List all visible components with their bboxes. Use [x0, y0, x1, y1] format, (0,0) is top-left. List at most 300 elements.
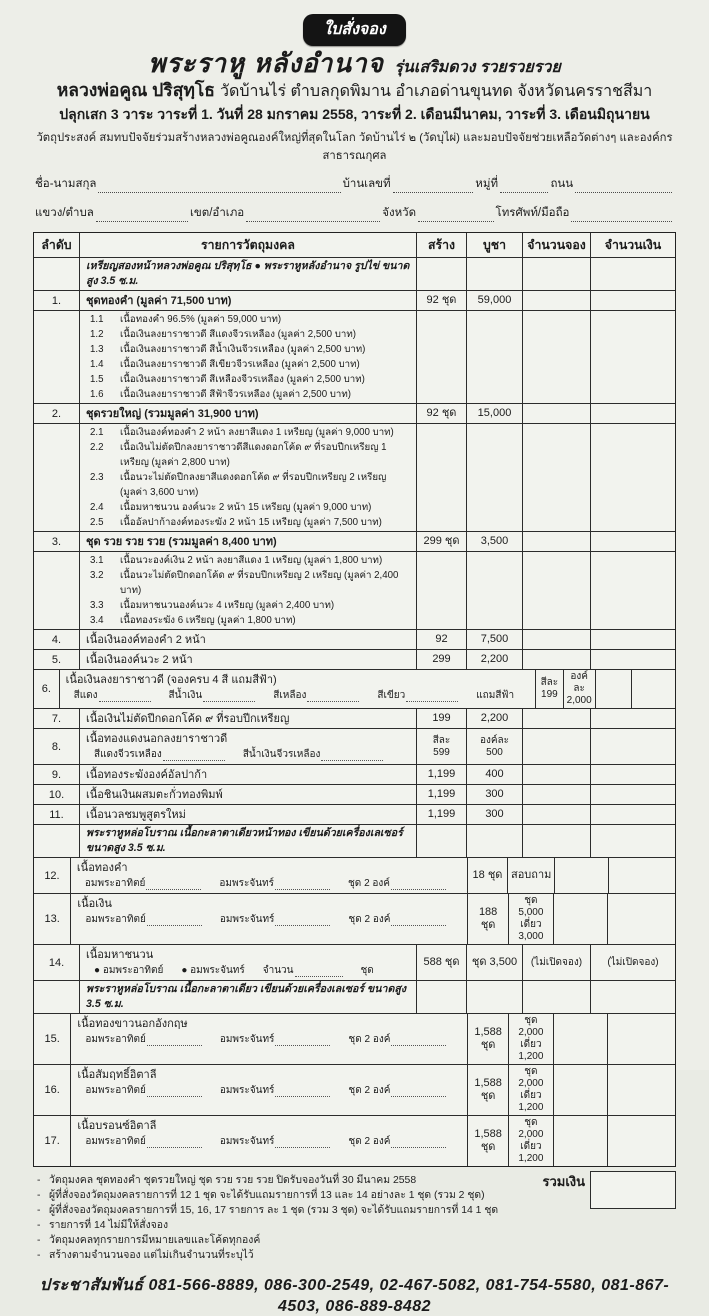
detail-label: ชุด 2 องค์	[348, 1034, 391, 1046]
empty-cell	[523, 552, 591, 629]
note-dash: -	[37, 1175, 41, 1187]
table-row	[34, 1014, 675, 1065]
amount-cell	[608, 894, 675, 944]
made-count-cell-text: 1,588 ชุด	[474, 1077, 502, 1103]
row-number-cell	[34, 311, 80, 403]
section-subheader-cell	[80, 258, 417, 290]
temple-location: วัดบ้านไร่ ตำบลกุดพิมาน อำเภอด่านขุนทด จังหวัดนครราชสีมา	[220, 82, 653, 100]
field-label-province: จังหวัด	[382, 207, 417, 220]
note-text: รายการที่ 14 ไม่มีให้สั่งจอง	[49, 1220, 169, 1232]
table-row	[34, 709, 675, 729]
item-name: เนื้อเงินองค์นวะ 2 หน้า	[86, 654, 193, 667]
order-count-cell	[523, 785, 591, 804]
price-cell-text: สอบถาม	[510, 869, 552, 882]
price-cell	[467, 805, 523, 824]
detail-label: สีแดงจีวรเหลือง	[94, 749, 162, 761]
order-count-cell	[523, 765, 591, 784]
amount-cell	[591, 785, 675, 804]
amount-cell	[591, 765, 675, 784]
empty-cell	[591, 424, 675, 531]
field-label-road: ถนน	[550, 178, 574, 191]
made-count-cell	[417, 532, 467, 551]
sub-item-line	[80, 500, 371, 515]
detail-segment	[85, 1084, 202, 1097]
note-dash: -	[37, 1250, 41, 1262]
row-number: 11.	[49, 808, 64, 821]
empty-cell	[523, 981, 591, 1013]
sub-item-text: เนื้อทองคำ 96.5% (มูลค่า 59,000 บาท)	[120, 314, 282, 326]
section-subheader-text: พระราหูหล่อโบราณ เนื้อกะลาตาเดียวหน้าทอง เขียนด้วยเครื่องเลเซอร์ ขนาดสูง 3.5 ซ.ม.	[86, 827, 403, 855]
empty-cell	[523, 258, 591, 290]
sub-item-number: 3.4	[90, 615, 104, 627]
detail-label: อมพระจันทร์	[219, 1136, 275, 1148]
detail-segment	[348, 1084, 446, 1097]
dotted-line	[275, 880, 330, 890]
order-count-cell	[523, 532, 591, 551]
empty-cell	[467, 825, 523, 857]
footer-area	[33, 1171, 676, 1263]
sub-item-line	[80, 470, 413, 500]
amount-cell	[608, 1014, 675, 1064]
order-count-cell	[523, 945, 591, 980]
detail-label: แถมสีฟ้า	[476, 690, 515, 702]
note-item	[37, 1233, 534, 1248]
note-text: ผู้ที่สั่งจองวัตถุมงคลรายการที่ 12 1 ชุด จะได้รับแถมรายการที่ 13 และ 14 อย่างละ 1 ชุด (รวม 2 ชุด)	[49, 1190, 485, 1202]
section-subheader-row	[34, 981, 675, 1014]
sub-item-number: 3.2	[90, 570, 104, 582]
sub-item-text: เนื้อเงินลงยาราชาวดี สีเขียวจีวรเหลือง (มูลค่า 2,500 บาท)	[120, 359, 360, 371]
item-detail-line	[85, 1084, 464, 1097]
row-number-cell	[34, 709, 80, 728]
sub-item-text: เนื้อเงินองค์ทองคำ 2 หน้า ลงยาสีแดง 1 เหรียญ (มูลค่า 9,000 บาท)	[120, 427, 394, 439]
detail-segment	[361, 964, 374, 977]
section-subheader-text: พระราหูหล่อโบราณ เนื้อกะลาตาเดียว เขียนด้วยเครื่องเลเซอร์ ขนาดสูง 3.5 ซ.ม.	[86, 983, 406, 1011]
empty-cell	[523, 311, 591, 403]
row-number-cell	[34, 552, 80, 629]
table-row	[34, 945, 675, 981]
order-count-cell	[523, 650, 591, 669]
price-cell	[467, 404, 523, 423]
row-number-cell	[34, 825, 80, 857]
consecration-line: ปลุกเสก 3 วาระ วาระที่ 1. วันที่ 28 มกราคม 2558, วาระที่ 2. เดือนมีนาคม, วาระที่ 3. เดือนมิถุนายน	[59, 106, 650, 123]
sub-item-line	[80, 440, 413, 470]
dotted-line	[146, 880, 201, 890]
amount-cell	[609, 858, 675, 893]
item-cell	[80, 945, 417, 980]
order-count-cell	[523, 404, 591, 423]
price-cell-line: เดี่ยว 1,200	[518, 1141, 544, 1165]
item-name: เนื้อเงินไม่ตัดปีกดอกโค้ด ๙ ที่รอบปีกเหรียญ	[86, 713, 290, 726]
empty-cell	[591, 825, 675, 857]
row-number: 16.	[44, 1084, 60, 1097]
amount-cell	[591, 709, 675, 728]
price-cell-line: 2,000	[566, 695, 592, 707]
dotted-line-phone	[571, 210, 672, 222]
table-row	[34, 532, 675, 552]
row-number: 1.	[51, 294, 62, 307]
row-number-cell	[34, 258, 80, 290]
row-number: 12.	[44, 869, 60, 882]
item-name: ชุด รวย รวย รวย (รวมมูลค่า 8,400 บาท)	[86, 536, 277, 549]
empty-cell	[417, 552, 467, 629]
item-cell	[80, 785, 417, 804]
empty-cell	[417, 981, 467, 1013]
sub-item-text: เนื้อมหาชนวนองค์นวะ 4 เหรียญ (มูลค่า 2,400 บาท)	[120, 600, 335, 612]
row-number-cell	[34, 532, 80, 551]
price-cell	[508, 858, 555, 893]
sub-item-line	[80, 327, 356, 342]
row-number: 8.	[51, 740, 62, 753]
detail-segment	[85, 1033, 202, 1046]
dotted-line	[147, 1138, 202, 1148]
sub-item-number: 3.3	[90, 600, 104, 612]
table-row	[34, 650, 675, 670]
row-number-cell	[34, 981, 80, 1013]
dotted-line-house-no	[393, 181, 474, 193]
row-number-cell	[34, 670, 60, 708]
detail-label: อมพระจันทร์	[219, 878, 275, 890]
page-title	[33, 49, 676, 79]
dotted-line	[147, 1036, 202, 1046]
price-cell-text: 300	[485, 808, 504, 821]
order-count-cell-text: (ไม่เปิดจอง)	[530, 957, 583, 969]
table-row	[34, 1065, 675, 1116]
row-number-cell	[34, 945, 80, 980]
made-count-cell	[417, 765, 467, 784]
price-cell-text: 7,500	[480, 633, 509, 646]
field-label-name-surname: ชื่อ-นามสกุล	[35, 178, 97, 191]
sub-item-number: 2.5	[90, 517, 104, 529]
item-cell	[71, 1065, 468, 1115]
made-count-cell-text: 18 ชุด	[472, 869, 503, 882]
order-count-cell	[554, 1014, 608, 1064]
sub-item-number: 2.3	[90, 472, 104, 484]
made-count-cell-line: 199	[541, 689, 558, 701]
made-count-cell-text: 1,199	[427, 788, 456, 801]
table-row	[34, 670, 675, 709]
detail-segment	[220, 913, 331, 926]
detail-segment	[181, 964, 244, 977]
made-count-cell	[536, 670, 564, 708]
detail-segment	[243, 748, 384, 761]
dotted-line	[391, 1036, 446, 1046]
total-area	[542, 1171, 676, 1209]
title-edition: รุ่นเสริมดวง รวยรวยรวย	[394, 59, 561, 76]
detail-label: ชุด	[360, 965, 374, 977]
item-cell	[80, 532, 417, 551]
sub-item-number: 1.4	[90, 359, 104, 371]
item-name: เนื้อมหาชนวน	[86, 949, 154, 962]
sub-item-line	[80, 553, 382, 568]
price-cell-text: 2,200	[480, 712, 509, 725]
price-cell-line: ชุด 2,000	[518, 1015, 544, 1039]
item-detail-line	[74, 689, 533, 702]
row-number: 14.	[48, 956, 65, 969]
amount-cell	[608, 1065, 675, 1115]
amount-cell	[591, 729, 675, 764]
sub-item-line	[80, 613, 296, 628]
detail-label: อมพระอาทิตย์	[85, 1034, 146, 1046]
made-count-cell-text: 188 ชุด	[478, 906, 498, 932]
dotted-line-district	[246, 210, 380, 222]
item-cell	[80, 805, 417, 824]
made-count-cell	[417, 630, 467, 649]
order-count-cell	[523, 805, 591, 824]
item-detail-line	[85, 1135, 464, 1148]
item-name: ชุดรวยใหญ่ (รวมมูลค่า 31,900 บาท)	[86, 408, 259, 421]
price-cell	[509, 894, 554, 944]
table-row	[34, 858, 675, 894]
dotted-line-road	[575, 181, 672, 193]
note-item	[37, 1188, 534, 1203]
row-number: 2.	[51, 407, 62, 420]
dotted-line	[203, 692, 255, 702]
order-count-cell	[554, 1065, 608, 1115]
dotted-line	[391, 880, 446, 890]
detail-segment	[263, 964, 343, 977]
table-row	[34, 630, 675, 650]
form-line-2	[33, 204, 676, 222]
total-amount-box	[590, 1171, 676, 1209]
detail-segment	[94, 964, 163, 977]
sub-item-number: 2.1	[90, 427, 104, 439]
table-row	[34, 785, 675, 805]
detail-segment	[348, 877, 446, 890]
sub-items-cell	[80, 311, 417, 403]
detail-label: สีเหลือง	[273, 690, 307, 702]
item-cell	[80, 404, 417, 423]
sub-item-text: เนื้อเงินลงยาราชาวดี สีน้ำเงินจีวรเหลือง (มูลค่า 2,500 บาท)	[120, 344, 366, 356]
made-count-cell-text: 92 ชุด	[426, 294, 457, 307]
sub-item-text: เนื้อนวะไม่ตัดปีกลงยาสีแดงดอกโค้ด ๙ ที่รอบปีกเหรียญ 2 เหรียญ (มูลค่า 3,600 บาท)	[120, 472, 387, 499]
row-number-cell	[34, 404, 80, 423]
item-cell	[80, 291, 417, 310]
table-row	[34, 1116, 675, 1166]
detail-segment	[169, 689, 256, 702]
table-row	[34, 765, 675, 785]
made-count-cell-text: 1,199	[427, 808, 456, 821]
item-name: ชุดทองคำ (มูลค่า 71,500 บาท)	[86, 295, 232, 308]
sub-item-line	[80, 515, 382, 530]
item-cell	[80, 650, 417, 669]
price-cell-line: องค์ละ	[570, 671, 588, 695]
form-line-1	[33, 175, 676, 193]
sub-item-text: เนื้ออัลปาก้าองค์ทองระฆัง 2 หน้า 15 เหรียญ (มูลค่า 7,500 บาท)	[120, 517, 382, 529]
made-count-cell-line: สีละ	[432, 734, 451, 746]
made-count-cell-line: สีละ	[540, 677, 559, 689]
sub-item-number: 3.1	[90, 555, 104, 567]
empty-cell	[467, 981, 523, 1013]
item-name: เนื้อเงินองค์ทองคำ 2 หน้า	[86, 634, 206, 647]
item-detail-line	[94, 964, 392, 977]
sub-item-text: เนื้อทองระฆัง 6 เหรียญ (มูลค่า 1,800 บาท)	[120, 615, 296, 627]
detail-segment	[220, 1135, 331, 1148]
row-number-cell	[34, 729, 80, 764]
item-cell	[71, 1116, 468, 1166]
table-row	[34, 729, 675, 765]
sub-item-number: 2.4	[90, 502, 104, 514]
price-cell-line: องค์ละ	[479, 734, 510, 746]
note-item	[37, 1203, 534, 1218]
amount-cell-text: (ไม่เปิดจอง)	[607, 957, 659, 969]
detail-label: ● อมพระอาทิตย์	[94, 965, 164, 977]
detail-label: อมพระอาทิตย์	[85, 1085, 146, 1097]
price-cell-text: 15,000	[477, 407, 512, 420]
section-subheader-row	[34, 825, 675, 858]
empty-cell	[591, 981, 675, 1013]
row-number: 17.	[44, 1135, 60, 1148]
amount-cell	[632, 670, 675, 708]
price-cell-text: 300	[485, 788, 504, 801]
sub-items-cell	[80, 552, 417, 629]
sub-items-row	[34, 552, 675, 630]
sub-item-line	[80, 312, 281, 327]
row-number: 13.	[44, 913, 60, 926]
row-number-cell	[34, 1014, 71, 1064]
sub-item-text: เนื้อเงินลงยาราชาวดี สีฟ้าจีวรเหลือง (มูลค่า 2,500 บาท)	[120, 389, 351, 401]
item-name: เนื้อทองแดงนอกลงยาราชาวดี	[86, 733, 228, 746]
sub-items-row	[34, 424, 675, 532]
item-cell	[71, 1014, 468, 1064]
amount-cell	[591, 532, 675, 551]
field-label-phone: โทรศัพท์/มือถือ	[495, 207, 570, 220]
note-text: วัตถุมงคลทุกรายการมีหมายเลขและโค้ดทุกองค์	[49, 1235, 261, 1247]
amount-cell	[591, 404, 675, 423]
dotted-line	[391, 1138, 446, 1148]
detail-segment	[220, 1033, 331, 1046]
made-count-cell-text: 588 ชุด	[423, 956, 460, 969]
dotted-line	[147, 916, 202, 926]
empty-cell	[591, 311, 675, 403]
item-cell	[80, 630, 417, 649]
price-cell-text: 3,500	[480, 535, 509, 548]
empty-cell	[467, 552, 523, 629]
note-dash: -	[37, 1190, 41, 1202]
item-cell	[80, 729, 417, 764]
made-count-cell	[417, 404, 467, 423]
row-number-cell	[34, 630, 80, 649]
amount-cell	[591, 630, 675, 649]
order-form-badge: ใบสั่งจอง	[303, 14, 405, 46]
price-cell-text: 400	[485, 768, 504, 781]
detail-label: อมพระอาทิตย์	[85, 914, 146, 926]
table-row	[34, 805, 675, 825]
table-row	[34, 894, 675, 945]
table-row	[34, 404, 675, 424]
amount-cell	[608, 1116, 675, 1166]
order-count-cell	[596, 670, 632, 708]
sub-item-number: 1.6	[90, 389, 104, 401]
detail-label: สีน้ำเงินจีวรเหลือง	[242, 749, 321, 761]
item-cell	[71, 894, 468, 944]
price-cell	[564, 670, 596, 708]
field-label-house-no: บ้านเลขที่	[342, 178, 391, 191]
purpose-line: วัตถุประสงค์ สมทบปัจจัยร่วมสร้างหลวงพ่อคูณองค์ใหญ่ที่สุดในโลก วัดบ้านไร่ ๒ (วัดบุไผ่) และมอบปัจจัยช่วยเหลือวัดต่างๆ และองค์กรสาธารณกุศล	[36, 132, 673, 163]
made-count-cell	[417, 291, 467, 310]
item-detail-line	[94, 748, 401, 761]
detail-segment	[85, 877, 202, 890]
item-name: เนื้อบรอนซ์อิตาลี	[77, 1120, 157, 1133]
notes-list	[37, 1171, 534, 1263]
price-cell-line: ชุด 5,000	[518, 895, 544, 919]
made-count-cell	[417, 650, 467, 669]
price-cell	[467, 291, 523, 310]
field-label-moo: หมู่ที่	[475, 178, 499, 191]
column-header: จำนวนจอง	[523, 233, 591, 257]
sub-item-number: 1.2	[90, 329, 104, 341]
sub-item-line	[80, 598, 334, 613]
price-cell	[467, 630, 523, 649]
detail-segment	[377, 689, 458, 702]
detail-label: สีแดง	[73, 690, 98, 702]
note-dash: -	[37, 1220, 41, 1232]
price-cell-line: เดี่ยว 3,000	[518, 919, 544, 943]
made-count-cell	[468, 858, 508, 893]
amount-cell	[591, 945, 675, 980]
detail-segment	[348, 1135, 446, 1148]
dotted-line	[275, 1087, 330, 1097]
detail-label: ชุด 2 องค์	[348, 878, 390, 890]
sub-item-line	[80, 372, 365, 387]
empty-cell	[467, 424, 523, 531]
order-count-cell	[523, 709, 591, 728]
column-header: บูชา	[467, 233, 523, 257]
row-number: 4.	[51, 633, 62, 646]
row-number-cell	[34, 424, 80, 531]
row-number-cell	[34, 1116, 71, 1166]
row-number-cell	[34, 291, 80, 310]
made-count-cell	[417, 729, 467, 764]
dotted-line	[275, 916, 330, 926]
row-number: 9.	[51, 768, 62, 781]
made-count-cell-text: 1,199	[427, 768, 456, 781]
item-cell	[71, 858, 468, 893]
row-number-cell	[34, 650, 80, 669]
section-subheader-cell	[80, 981, 417, 1013]
contact-phone-line: ประชาสัมพันธ์ 081-566-8889, 086-300-2549, 02-467-5082, 081-754-5580, 081-867-4503, 086-889-8482	[39, 1277, 670, 1316]
made-count-cell	[468, 1116, 508, 1166]
detail-segment	[348, 913, 446, 926]
sub-item-line	[80, 342, 365, 357]
dotted-line	[295, 967, 343, 977]
sub-item-text: เนื้อเงินไม่ตัดปีกลงยาราชาวดีสีแดงดอกโค้ด ๙ ที่รอบปีกเหรียญ 1 เหรียญ (มูลค่า 2,800 บาท)	[120, 442, 387, 469]
item-name: เนื้อเงิน	[77, 898, 112, 911]
sub-item-number: 1.5	[90, 374, 104, 386]
monk-name: หลวงพ่อคูณ ปริสุทฺโธ	[56, 79, 215, 100]
dotted-line-name-surname	[98, 181, 340, 193]
price-cell	[467, 650, 523, 669]
detail-label: อมพระอาทิตย์	[84, 878, 146, 890]
table-row	[34, 291, 675, 311]
section-subheader-cell	[80, 825, 417, 857]
row-number: 6.	[41, 683, 51, 696]
price-cell	[509, 1065, 554, 1115]
sub-items-row	[34, 311, 675, 404]
sub-item-line	[80, 357, 360, 372]
sub-item-text: เนื้อมหาชนวน องค์นวะ 2 หน้า 15 เหรียญ (มูลค่า 9,000 บาท)	[120, 502, 372, 514]
total-label: รวมเงิน	[542, 1174, 585, 1190]
note-text: วัตถุมงคล ชุดทองคำ ชุดรวยใหญ่ ชุด รวย รวย รวย ปิดรับจองวันที่ 30 มีนาคม 2558	[49, 1175, 417, 1187]
field-label-district: เขต/อำเภอ	[189, 207, 245, 220]
detail-segment	[476, 689, 514, 702]
empty-cell	[417, 424, 467, 531]
price-cell	[467, 785, 523, 804]
detail-segment	[219, 877, 330, 890]
dotted-line-moo	[500, 181, 548, 193]
empty-cell	[591, 552, 675, 629]
note-dash: -	[37, 1205, 41, 1217]
dotted-line-province	[418, 210, 493, 222]
